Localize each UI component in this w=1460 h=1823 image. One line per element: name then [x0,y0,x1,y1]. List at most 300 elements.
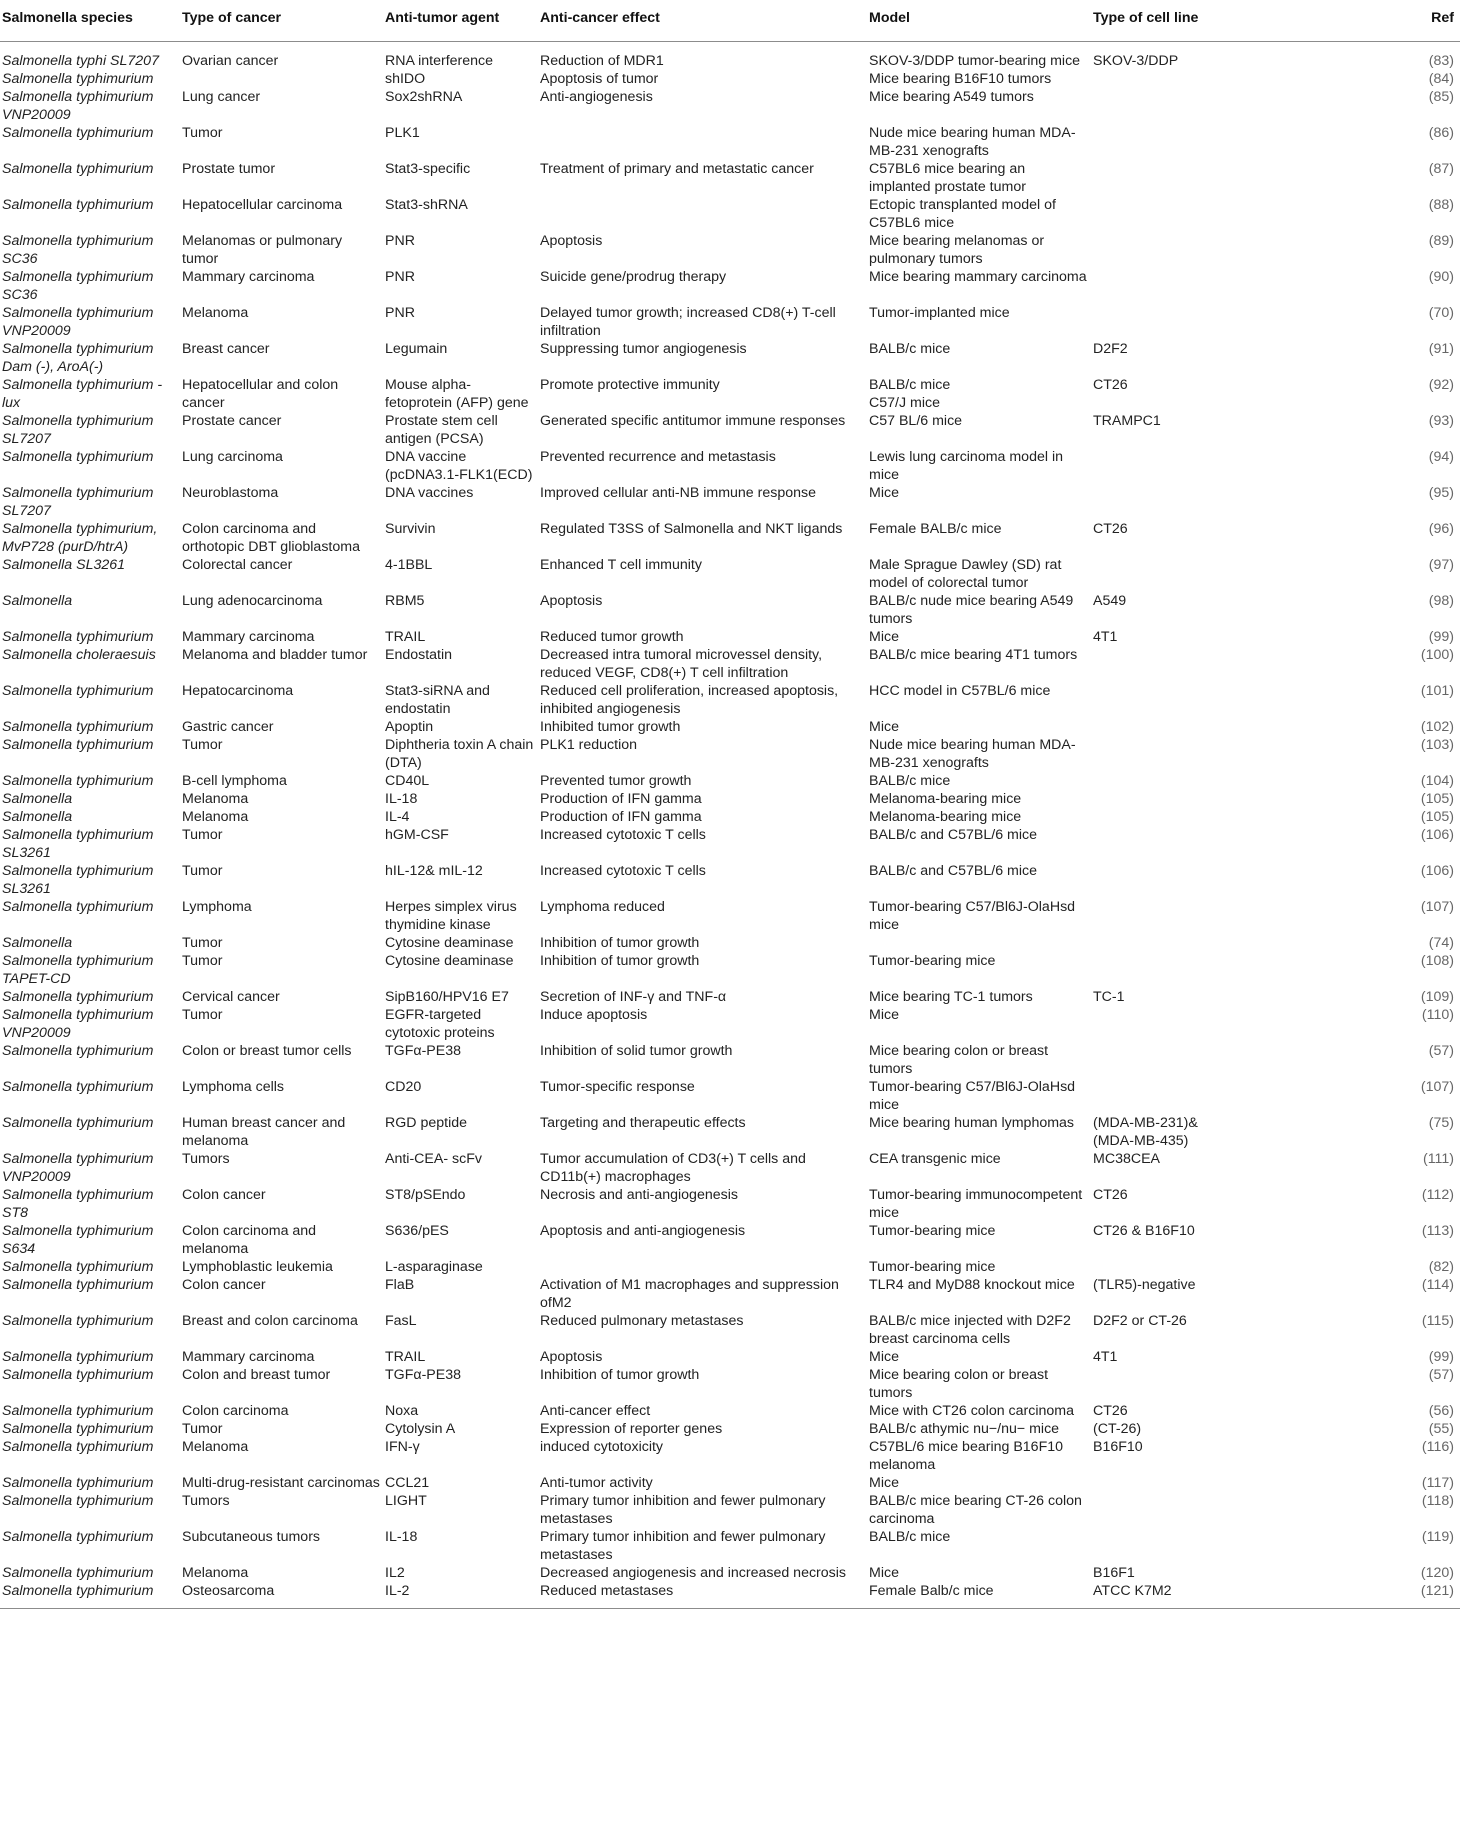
cell-model [867,1258,1091,1276]
cell-agent [383,340,538,376]
cell-ref [1211,232,1460,268]
model-text: Lewis lung carcinoma model in mice [869,449,1063,483]
table-row [0,1438,1460,1474]
table-row [0,268,1460,304]
effect-text: Reduced pulmonary metastases [540,1313,744,1329]
effect-text: Inhibition of solid tumor growth [540,1043,733,1059]
cell-agent [383,1366,538,1402]
agent-text: IL-18 [385,1529,418,1545]
effect-text: Apoptosis [540,593,603,609]
ref-text: (109) [1420,989,1454,1005]
ref-text: (74) [1428,935,1454,951]
cancer-type-text: Cervical cancer [182,989,280,1005]
cancer-type-text: Lung cancer [182,89,261,105]
effect-text: Increased cytotoxic T cells [540,863,706,879]
cell-agent [383,160,538,196]
cell-effect [538,1276,867,1312]
cancer-type-text: B-cell lymphoma [182,773,287,789]
cell-line-text: D2F2 or CT-26 [1093,1313,1187,1329]
cell-model [867,556,1091,592]
cell-model [867,520,1091,556]
cell-effect [538,124,867,160]
cell-cancer-type [180,1564,383,1582]
effect-text: Inhibition of tumor growth [540,953,700,969]
cell-species [0,1150,180,1186]
cell-cell-line [1091,682,1211,718]
model-text: Tumor-bearing mice [869,1223,996,1239]
cell-effect [538,1438,867,1474]
ref-text: (99) [1428,1349,1454,1365]
cell-cancer-type [180,934,383,952]
cancer-type-text: Mammary carcinoma [182,629,315,645]
cell-ref [1211,1312,1460,1348]
cancer-type-text: Ovarian cancer [182,53,279,69]
cell-agent [383,1114,538,1150]
cell-effect [538,772,867,790]
table-row [0,934,1460,952]
cell-species [0,88,180,124]
cell-model [867,1528,1091,1564]
cell-line-text: A549 [1093,593,1127,609]
effect-text: Anti-tumor activity [540,1475,653,1491]
cell-model [867,1492,1091,1528]
cell-cancer-type [180,304,383,340]
species-text: Salmonella typhimurium SC36 [2,233,154,267]
ref-text: (102) [1420,719,1454,735]
ref-text: (93) [1428,413,1454,429]
cell-ref [1211,808,1460,826]
ref-text: (86) [1428,125,1454,141]
model-text: Tumor-bearing mice [869,953,996,969]
cell-effect [538,88,867,124]
cell-effect [538,1150,867,1186]
cell-ref [1211,1150,1460,1186]
cell-species [0,1312,180,1348]
effect-text: Tumor-specific response [540,1079,695,1095]
cell-cancer-type [180,1492,383,1528]
cancer-type-text: Colon carcinoma and melanoma [182,1223,317,1257]
effect-text: Lymphoma reduced [540,899,665,915]
cell-line-text: 4T1 [1093,629,1118,645]
effect-text: Inhibition of tumor growth [540,1367,700,1383]
table-row [0,160,1460,196]
cell-cell-line [1091,412,1211,448]
cell-species [0,952,180,988]
cell-species [0,412,180,448]
cell-agent [383,412,538,448]
effect-text: Reduced tumor growth [540,629,684,645]
cell-effect [538,376,867,412]
model-text: Mice [869,1349,899,1365]
cell-effect [538,448,867,484]
species-text: Salmonella typhimurium SL3261 [2,827,154,861]
ref-text: (83) [1428,53,1454,69]
species-text: Salmonella [2,593,73,609]
model-text: BALB/c mice [869,341,951,357]
ref-text: (82) [1428,1259,1454,1275]
model-text: BALB/c mice injected with D2F2 breast carcinoma cells [869,1313,1071,1347]
effect-text: PLK1 reduction [540,737,638,753]
cell-agent [383,448,538,484]
agent-text: Legumain [385,341,448,357]
ref-text: (118) [1421,1493,1454,1509]
species-text: Salmonella typhimurium [2,1115,154,1131]
cancer-type-text: Breast cancer [182,341,270,357]
cell-model [867,646,1091,682]
cell-species [0,1258,180,1276]
cell-agent [383,862,538,898]
table-row [0,1492,1460,1528]
effect-text: Reduction of MDR1 [540,53,664,69]
cell-model [867,1474,1091,1492]
effect-text: Primary tumor inhibition and fewer pulmonary metastases [540,1493,826,1527]
header-species: Salmonella species [0,0,180,42]
effect-text: Expression of reporter genes [540,1421,723,1437]
cell-ref [1211,160,1460,196]
ref-text: (75) [1428,1115,1454,1131]
cell-species [0,1438,180,1474]
model-text: BALB/c and C57BL/6 mice [869,863,1037,879]
ref-text: (105) [1420,791,1454,807]
cell-line-text: B16F10 [1093,1439,1143,1455]
cell-effect [538,1078,867,1114]
effect-text: Prevented tumor growth [540,773,692,789]
agent-text: hGM-CSF [385,827,449,843]
cell-ref [1211,1042,1460,1078]
cell-cell-line [1091,988,1211,1006]
cell-cancer-type [180,232,383,268]
effect-text: Production of IFN gamma [540,809,702,825]
cell-agent [383,1402,538,1420]
cell-line-text: CT26 [1093,377,1128,393]
table-row [0,376,1460,412]
ref-text: (100) [1420,647,1454,663]
species-text: Salmonella [2,791,73,807]
cell-species [0,1564,180,1582]
species-text: Salmonella typhimurium [2,1475,154,1491]
cell-agent [383,1420,538,1438]
effect-text: Apoptosis [540,233,603,249]
cell-species [0,1366,180,1402]
cancer-type-text: Colon carcinoma and orthotopic DBT glioblastoma [182,521,360,555]
cell-effect [538,70,867,88]
cell-line-text: TC-1 [1093,989,1125,1005]
header-model: Model [867,0,1091,42]
cell-model [867,1114,1091,1150]
table-row [0,736,1460,772]
cell-species [0,1582,180,1609]
species-text: Salmonella typhimurium [2,773,154,789]
effect-text: Production of IFN gamma [540,791,702,807]
cell-cancer-type [180,826,383,862]
cell-cell-line [1091,772,1211,790]
model-text: Mice bearing mammary carcinoma [869,269,1087,285]
cell-cell-line [1091,1366,1211,1402]
species-text: Salmonella typhimurium [2,1583,154,1599]
effect-text: Induce apoptosis [540,1007,648,1023]
ref-text: (87) [1428,161,1454,177]
cell-model [867,628,1091,646]
cell-cancer-type [180,1150,383,1186]
table-row [0,520,1460,556]
species-text: Salmonella typhimurium [2,1367,154,1383]
cell-species [0,934,180,952]
species-text: Salmonella [2,809,73,825]
cell-model [867,1078,1091,1114]
cell-cancer-type [180,682,383,718]
ref-text: (70) [1428,305,1454,321]
cell-species [0,862,180,898]
cell-cancer-type [180,1258,383,1276]
cell-species [0,1006,180,1042]
model-text: Female Balb/c mice [869,1583,994,1599]
cell-model [867,736,1091,772]
cell-model [867,808,1091,826]
ref-text: (115) [1421,1313,1454,1329]
cancer-type-text: Tumor [182,827,223,843]
cell-cell-line [1091,1258,1211,1276]
ref-text: (94) [1428,449,1454,465]
cell-cancer-type [180,862,383,898]
cell-ref [1211,556,1460,592]
ref-text: (56) [1428,1403,1454,1419]
ref-text: (114) [1421,1277,1454,1293]
cancer-type-text: Hepatocarcinoma [182,683,294,699]
cell-cancer-type [180,1276,383,1312]
cell-agent [383,628,538,646]
agent-text: Stat3-siRNA and endostatin [385,683,490,717]
cell-effect [538,42,867,71]
agent-text: IL-4 [385,809,410,825]
cancer-type-text: Tumor [182,737,223,753]
model-text: C57 BL/6 mice [869,413,963,429]
model-text: Melanoma-bearing mice [869,809,1022,825]
agent-text: CD20 [385,1079,422,1095]
ref-text: (57) [1428,1043,1454,1059]
ref-text: (121) [1420,1583,1454,1599]
agent-text: EGFR-targeted cytotoxic proteins [385,1007,495,1041]
model-text: Mice [869,1007,899,1023]
species-text: Salmonella SL3261 [2,557,126,573]
cell-agent [383,988,538,1006]
header-cell-line: Type of cell line [1091,0,1211,42]
agent-text: LIGHT [385,1493,427,1509]
cell-model [867,448,1091,484]
cell-ref [1211,682,1460,718]
model-text: Mice bearing B16F10 tumors [869,71,1052,87]
effect-text: Prevented recurrence and metastasis [540,449,776,465]
cell-agent [383,592,538,628]
cell-line-text: CT26 [1093,1403,1128,1419]
cell-cell-line [1091,790,1211,808]
cell-cancer-type [180,1420,383,1438]
cell-ref [1211,772,1460,790]
ref-text: (117) [1421,1475,1454,1491]
model-text: BALB/c mice [869,773,951,789]
cell-agent [383,1492,538,1528]
cell-ref [1211,1276,1460,1312]
species-text: Salmonella typhimurium -lux [2,377,163,411]
cell-agent [383,808,538,826]
cell-cell-line [1091,898,1211,934]
cell-ref [1211,1474,1460,1492]
table-row [0,1114,1460,1150]
cell-ref [1211,520,1460,556]
cell-ref [1211,952,1460,988]
cancer-type-text: Melanoma and bladder tumor [182,647,368,663]
cell-cancer-type [180,988,383,1006]
model-text: Tumor-bearing C57/Bl6J-OlaHsd mice [869,1079,1076,1113]
species-text: Salmonella typhimurium [2,737,154,753]
table-row [0,1474,1460,1492]
species-text: Salmonella typhimurium Dam (-), AroA(-) [2,341,154,375]
effect-text: Targeting and therapeutic effects [540,1115,746,1131]
agent-text: TGFα-PE38 [385,1043,462,1059]
cancer-type-text: Colon and breast tumor [182,1367,331,1383]
cell-model [867,412,1091,448]
agent-text: RNA interference [385,53,494,69]
agent-text: DNA vaccine (pcDNA3.1-FLK1(ECD) [385,449,533,483]
agent-text: Survivin [385,521,436,537]
cell-cancer-type [180,88,383,124]
cell-ref [1211,70,1460,88]
cell-effect [538,484,867,520]
model-text: Ectopic transplanted model of C57BL6 mice [869,197,1056,231]
species-text: Salmonella typhimurium [2,989,154,1005]
cell-ref [1211,862,1460,898]
cell-species [0,988,180,1006]
model-text: Mice bearing colon or breast tumors [869,1367,1049,1401]
cancer-type-text: Tumor [182,1007,223,1023]
cell-cancer-type [180,628,383,646]
cell-cancer-type [180,718,383,736]
cell-ref [1211,1114,1460,1150]
cell-cancer-type [180,42,383,71]
cell-agent [383,556,538,592]
model-text: Mice bearing human lymphomas [869,1115,1075,1131]
table-row [0,232,1460,268]
cell-ref [1211,1222,1460,1258]
cell-effect [538,934,867,952]
cell-effect [538,160,867,196]
cell-line-text: (CT-26) [1093,1421,1142,1437]
table-row [0,826,1460,862]
cell-ref [1211,268,1460,304]
cell-agent [383,736,538,772]
species-text: Salmonella typhimurium [2,1493,154,1509]
species-text: Salmonella typhimurium [2,1259,154,1275]
agent-text: Noxa [385,1403,419,1419]
effect-text: Delayed tumor growth; increased CD8(+) T-cell infiltration [540,305,836,339]
ref-text: (106) [1420,827,1454,843]
ref-text: (111) [1422,1151,1454,1167]
cell-agent [383,790,538,808]
table-row [0,862,1460,898]
cancer-type-text: Melanoma [182,791,249,807]
cell-model [867,934,1091,952]
cell-effect [538,592,867,628]
cancer-type-text: Colon or breast tumor cells [182,1043,352,1059]
cell-effect [538,862,867,898]
species-text: Salmonella typhimurium [2,1403,154,1419]
cell-cell-line [1091,340,1211,376]
model-text: SKOV-3/DDP tumor-bearing mice [869,53,1081,69]
cell-cancer-type [180,1474,383,1492]
cancer-type-text: Hepatocellular and colon cancer [182,377,339,411]
cell-cell-line [1091,952,1211,988]
cell-species [0,1078,180,1114]
effect-text: Generated specific antitumor immune responses [540,413,846,429]
ref-text: (98) [1428,593,1454,609]
model-text: BALB/c and C57BL/6 mice [869,827,1037,843]
table-row [0,1186,1460,1222]
species-text: Salmonella typhimurium VNP20009 [2,305,154,339]
cell-species [0,556,180,592]
cell-cell-line [1091,1438,1211,1474]
cell-model [867,1276,1091,1312]
ref-text: (107) [1420,1079,1454,1095]
cell-line-text: TRAMPC1 [1093,413,1161,429]
species-text: Salmonella typhimurium VNP20009 [2,1151,154,1185]
species-text: Salmonella typhimurium SL7207 [2,485,154,519]
cell-cell-line [1091,124,1211,160]
cell-cell-line [1091,1402,1211,1420]
table-row [0,646,1460,682]
cancer-type-text: Lymphoma [182,899,252,915]
cell-ref [1211,1492,1460,1528]
cell-effect [538,1042,867,1078]
cell-cancer-type [180,376,383,412]
cell-ref [1211,718,1460,736]
cell-agent [383,1150,538,1186]
agent-text: DNA vaccines [385,485,474,501]
species-text: Salmonella typhimurium [2,629,154,645]
cancer-type-text: Melanoma [182,305,249,321]
cell-cell-line [1091,1186,1211,1222]
cell-agent [383,1186,538,1222]
species-text: Salmonella [2,935,73,951]
model-text: Mice bearing colon or breast tumors [869,1043,1049,1077]
cell-line-text: CT26 & B16F10 [1093,1223,1195,1239]
species-text: Salmonella typhimurium [2,197,154,213]
table-row [0,556,1460,592]
cell-species [0,196,180,232]
cancer-type-text: Lung carcinoma [182,449,283,465]
agent-text: ST8/pSEndo [385,1187,466,1203]
cell-agent [383,232,538,268]
header-effect: Anti-cancer effect [538,0,867,42]
cell-agent [383,1006,538,1042]
ref-text: (101) [1420,683,1454,699]
effect-text: Anti-cancer effect [540,1403,651,1419]
agent-text: FlaB [385,1277,415,1293]
cell-model [867,484,1091,520]
cell-ref [1211,826,1460,862]
cell-agent [383,1042,538,1078]
effect-text: Apoptosis of tumor [540,71,659,87]
effect-text: Necrosis and anti-angiogenesis [540,1187,738,1203]
cell-line-text: SKOV-3/DDP [1093,53,1179,69]
cell-ref [1211,1366,1460,1402]
model-text: Mice with CT26 colon carcinoma [869,1403,1075,1419]
cell-species [0,1420,180,1438]
cell-ref [1211,1402,1460,1420]
cell-cancer-type [180,808,383,826]
table-row [0,304,1460,340]
ref-text: (103) [1420,737,1454,753]
cell-cancer-type [180,412,383,448]
ref-text: (107) [1420,899,1454,915]
